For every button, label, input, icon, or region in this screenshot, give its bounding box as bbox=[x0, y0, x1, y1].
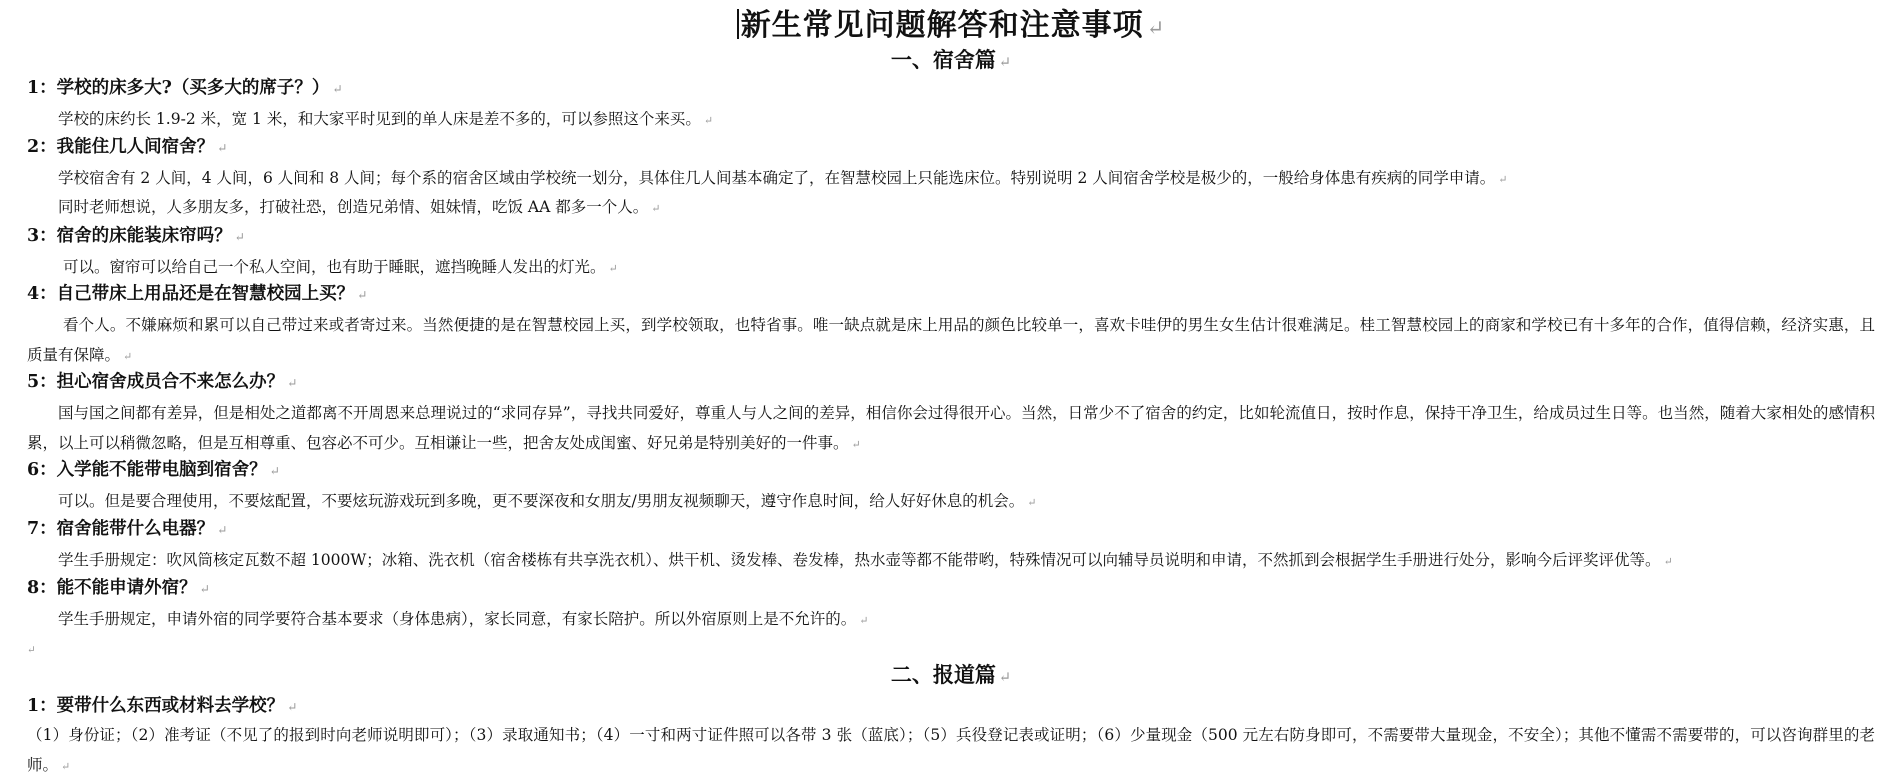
faq-answer: （1）身份证；（2）准考证（不见了的报到时向老师说明即可）；（3）录取通知书；（4）一寸和两寸证件照可以各带 3 张（蓝底）；（5）兵役登记表或证明；（6）少量现金（500 元左右防身即可，不需要带大量现金，不安全）；其他不懂需不需要带的，可以咨询群里的老师。 ↵ bbox=[27, 726, 1875, 774]
faq-question: 2：我能住几人间宿舍？ ↵ bbox=[27, 137, 228, 157]
empty-paragraph bbox=[27, 636, 36, 662]
paragraph-mark-icon: ↵ bbox=[234, 230, 245, 244]
paragraph-mark-icon: ↵ bbox=[851, 438, 861, 451]
faq-question: 4：自己带床上用品还是在智慧校园上买？ ↵ bbox=[27, 284, 368, 304]
paragraph-mark-icon: ↵ bbox=[287, 700, 298, 714]
paragraph-mark-icon: ↵ bbox=[217, 141, 228, 155]
faq-answer: 可以。但是要合理使用，不要炫配置，不要炫玩游戏玩到多晚，更不要深夜和女朋友/男朋友视频聊天，遵守作息时间，给人好好休息的机会。 ↵ bbox=[58, 492, 1037, 510]
faq-question: 5：担心宿舍成员合不来怎么办？ ↵ bbox=[27, 372, 298, 392]
document-title: 新生常见问题解答和注意事项 ↵ bbox=[0, 6, 1902, 48]
paragraph-mark-icon: ↵ bbox=[199, 582, 210, 596]
faq-question: 1：学校的床多大?（买多大的席子？） ↵ bbox=[27, 78, 343, 98]
faq-answer: 学校的床约长 1.9-2 米，宽 1 米，和大家平时见到的单人床是差不多的，可以参照这个来买。 ↵ bbox=[58, 110, 713, 128]
faq-answer: 学生手册规定：吹风筒核定瓦数不超 1000W；冰箱、洗衣机（宿舍楼栋有共享洗衣机）、烘干机、烫发棒、卷发棒，热水壶等都不能带哟，特殊情况可以向辅导员说明和申请，不然抓到会根据学生手册进行处分，影响今后评奖评优等。 ↵ bbox=[58, 551, 1673, 569]
text-cursor bbox=[737, 9, 739, 39]
faq-answer: 学校宿舍有 2 人间，4 人间，6 人间和 8 人间；每个系的宿舍区域由学校统一划分，具体住几人间基本确定了，在智慧校园上只能选床位。特别说明 2 人间宿舍学校是极少的，一般给身体患有疾病的同学申请。 ↵ bbox=[58, 169, 1508, 187]
paragraph-mark-icon: ↵ bbox=[998, 669, 1012, 686]
paragraph-mark-icon: ↵ bbox=[1498, 173, 1508, 186]
faq-answer: 可以。窗帘可以给自己一个私人空间，也有助于睡眠，遮挡晚睡人发出的灯光。 ↵ bbox=[63, 258, 618, 276]
paragraph-mark-icon: ↵ bbox=[123, 350, 133, 363]
paragraph-mark-icon: ↵ bbox=[332, 82, 343, 96]
paragraph-mark-icon: ↵ bbox=[651, 202, 661, 215]
faq-question: 3：宿舍的床能装床帘吗？ ↵ bbox=[27, 226, 245, 246]
section-heading-dormitory: 一、宿舍篇 ↵ bbox=[890, 47, 1012, 72]
paragraph-mark-icon: ↵ bbox=[703, 114, 713, 127]
faq-question: 7：宿舍能带什么电器？ ↵ bbox=[27, 519, 228, 539]
faq-question: 1：要带什么东西或材料去学校？ ↵ bbox=[27, 696, 298, 716]
faq-answer: 看个人。不嫌麻烦和累可以自己带过来或者寄过来。当然便捷的是在智慧校园上买，到学校领取，也特省事。唯一缺点就是床上用品的颜色比较单一，喜欢卡哇伊的男生女生估计很难满足。桂工智慧校园上的商家和学校已有十多年的合作，值得信赖，经济实惠，且质量有保障。 ↵ bbox=[27, 316, 1875, 364]
paragraph-mark-icon: ↵ bbox=[998, 54, 1012, 71]
paragraph-mark-icon: ↵ bbox=[1663, 555, 1673, 568]
paragraph-mark-icon: ↵ bbox=[27, 644, 36, 656]
paragraph-mark-icon: ↵ bbox=[61, 760, 71, 773]
faq-answer: 学生手册规定，申请外宿的同学要符合基本要求（身体患病），家长同意，有家长陪护。所以外宿原则上是不允许的。 ↵ bbox=[58, 610, 869, 628]
paragraph-mark-icon: ↵ bbox=[859, 614, 869, 627]
paragraph-mark-icon: ↵ bbox=[217, 523, 228, 537]
section-heading-registration: 二、报道篇 ↵ bbox=[890, 662, 1012, 687]
paragraph-mark-icon: ↵ bbox=[287, 376, 298, 390]
paragraph-mark-icon: ↵ bbox=[608, 262, 618, 275]
faq-answer: 国与国之间都有差异，但是相处之道都离不开周恩来总理说过的“求同存异”，寻找共同爱好，尊重人与人之间的差异，相信你会过得很开心。当然，日常少不了宿舍的约定，比如轮流值日，按时作息，保持干净卫生，给成员过生日等。也当然，随着大家相处的感情积累，以上可以稍微忽略，但是互相尊重、包容必不可少。互相谦让一些，把舍友处成闺蜜、好兄弟是特别美好的一件事。 ↵ bbox=[27, 404, 1875, 452]
paragraph-mark-icon: ↵ bbox=[1027, 496, 1037, 509]
faq-answer: 同时老师想说，人多朋友多，打破社恐，创造兄弟情、姐妹情，吃饭 AA 都多一个人。 ↵ bbox=[58, 198, 661, 216]
faq-question: 6：入学能不能带电脑到宿舍？ ↵ bbox=[27, 460, 280, 480]
paragraph-mark-icon: ↵ bbox=[269, 464, 280, 478]
paragraph-mark-icon: ↵ bbox=[357, 288, 368, 302]
faq-question: 8：能不能申请外宿？ ↵ bbox=[27, 578, 210, 598]
paragraph-mark-icon: ↵ bbox=[1146, 16, 1166, 40]
